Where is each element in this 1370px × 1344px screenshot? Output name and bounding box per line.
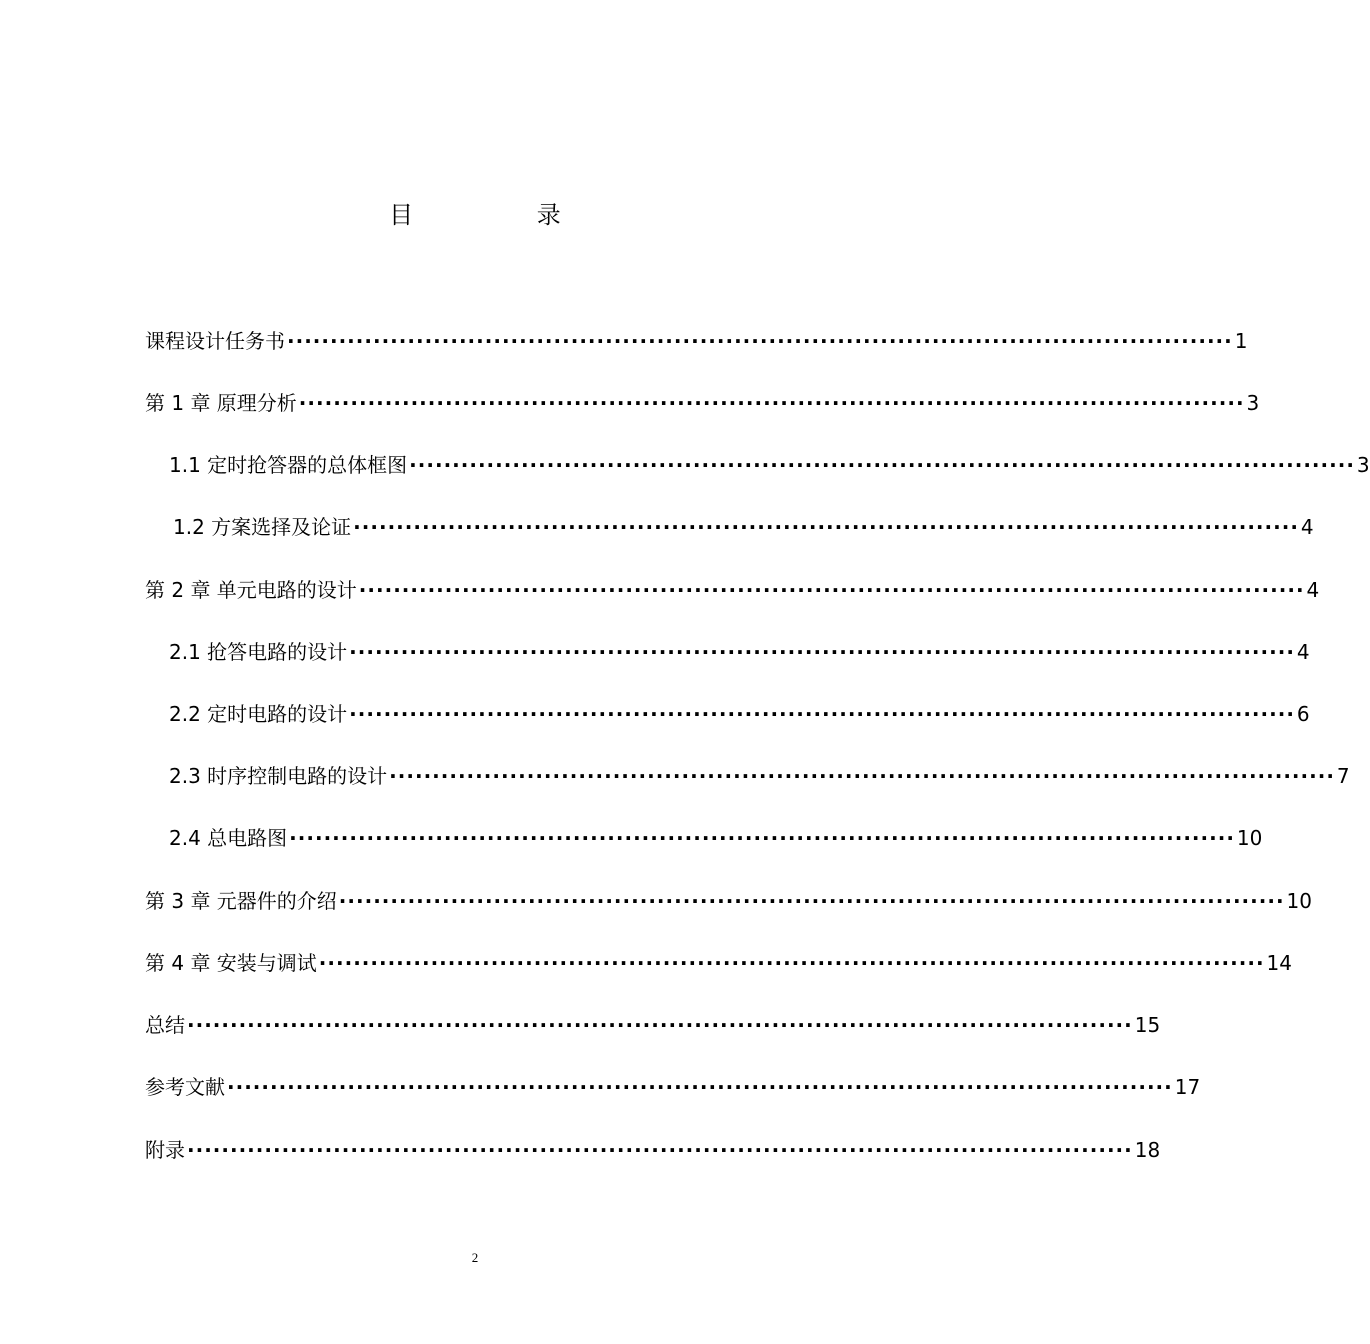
toc-entry-page: 10 <box>1236 826 1263 850</box>
toc-entry-page: 4 <box>1306 578 1320 602</box>
leader-dots: ·············································································································· <box>349 702 1295 726</box>
leader-dots: ·············································································································· <box>187 1013 1133 1037</box>
toc-entry-page: 3 <box>1356 453 1370 477</box>
toc-entry[interactable] <box>169 637 1310 667</box>
toc-entry-page: 10 <box>1286 889 1312 913</box>
toc-entry[interactable] <box>145 326 1248 356</box>
toc-entry-label: 附录 <box>145 1138 185 1162</box>
toc-entry[interactable] <box>173 512 1314 542</box>
toc-entry[interactable] <box>145 948 1292 978</box>
toc-entry-page: 4 <box>1296 640 1310 664</box>
leader-dots: ·············································································································· <box>227 1075 1173 1099</box>
leader-dots: ·············································································································· <box>409 453 1355 477</box>
leader-dots: ·············································································································· <box>318 951 1265 975</box>
toc-entry-page: 4 <box>1300 515 1314 539</box>
leader-dots: ·············································································································· <box>289 826 1235 850</box>
toc-entry[interactable] <box>169 761 1350 791</box>
toc-entry-label: 总结 <box>145 1013 185 1037</box>
toc-title: 目 录 <box>389 201 619 229</box>
toc-entry[interactable] <box>145 1072 1201 1102</box>
toc-entry-label: 2.4 总电路图 <box>169 826 288 850</box>
page-number: 2 <box>471 1250 479 1265</box>
toc-entry-page: 15 <box>1134 1013 1161 1037</box>
toc-entry-label: 参考文献 <box>145 1075 225 1099</box>
leader-dots: ·············································································································· <box>187 1138 1133 1162</box>
toc-entry[interactable] <box>145 1135 1161 1165</box>
toc-entry-page: 6 <box>1296 702 1310 726</box>
toc-entry[interactable] <box>145 388 1260 418</box>
toc-entry[interactable] <box>169 450 1370 480</box>
toc-entry-label: 2.1 抢答电路的设计 <box>169 640 348 664</box>
leader-dots: ·············································································································· <box>338 889 1285 913</box>
toc-entry[interactable] <box>145 1010 1161 1040</box>
toc-entry-label: 第 2 章 单元电路的设计 <box>145 578 357 602</box>
toc-entry-page: 18 <box>1134 1138 1161 1162</box>
toc-entry-page: 7 <box>1336 764 1350 788</box>
toc-entry-label: 2.2 定时电路的设计 <box>169 702 348 726</box>
leader-dots: ·············································································································· <box>287 329 1233 353</box>
toc-entry[interactable] <box>169 823 1263 853</box>
toc-entry-label: 课程设计任务书 <box>145 329 285 353</box>
toc-entry-label: 第 1 章 原理分析 <box>145 391 297 415</box>
toc-entry-label: 2.3 时序控制电路的设计 <box>169 764 388 788</box>
toc-entry-page: 17 <box>1174 1075 1201 1099</box>
leader-dots: ·············································································································· <box>353 515 1299 539</box>
toc-entry-page: 14 <box>1266 951 1292 975</box>
toc-entry-label: 第 4 章 安装与调试 <box>145 951 317 975</box>
leader-dots: ·············································································································· <box>389 764 1335 788</box>
toc-entry-label: 第 3 章 元器件的介绍 <box>145 889 337 913</box>
leader-dots: ·············································································································· <box>349 640 1295 664</box>
toc-entry-label: 1.1 定时抢答器的总体框图 <box>169 453 408 477</box>
toc-entry[interactable] <box>169 699 1310 729</box>
toc-entry[interactable] <box>145 575 1320 605</box>
toc-entry-page: 3 <box>1246 391 1260 415</box>
toc-entry-label: 1.2 方案选择及论证 <box>173 515 352 539</box>
toc-entry-page: 1 <box>1234 329 1248 353</box>
toc-entry[interactable] <box>145 886 1312 916</box>
leader-dots: ·············································································································· <box>358 578 1305 602</box>
leader-dots: ·············································································································· <box>298 391 1245 415</box>
